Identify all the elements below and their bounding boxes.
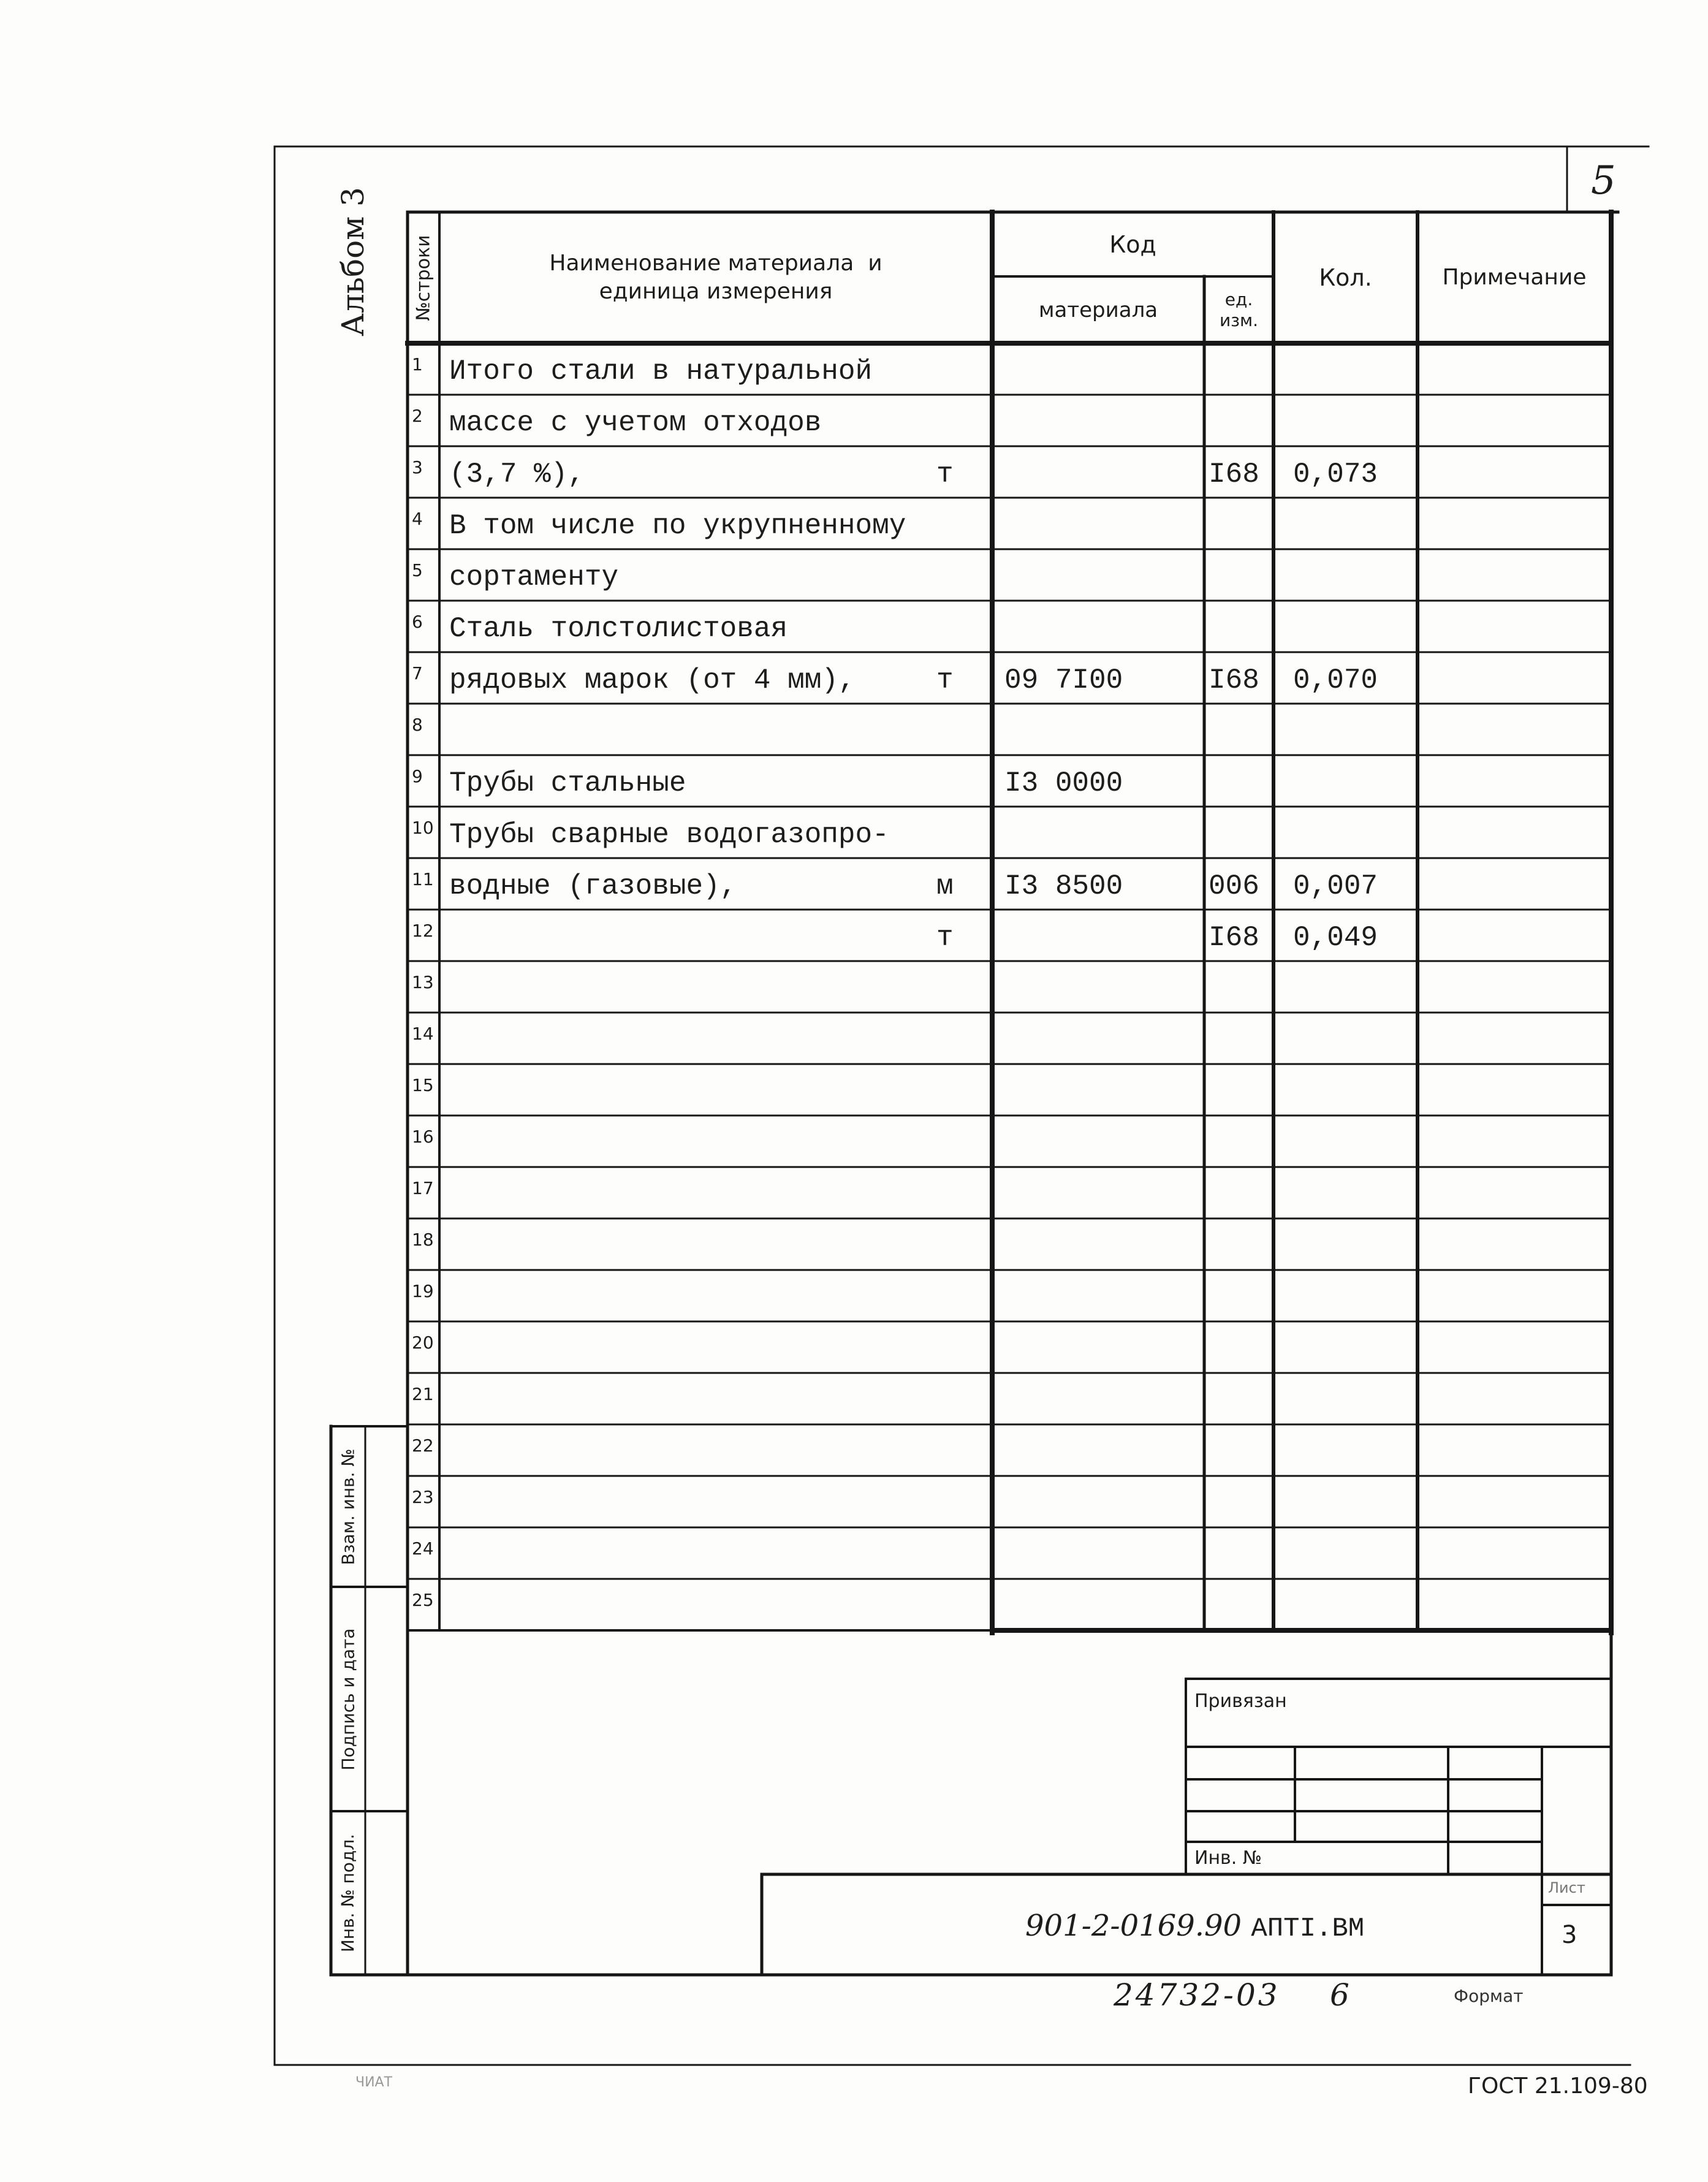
row-number: 1 <box>412 354 423 374</box>
material-name: В том числе по укрупненному <box>449 510 906 542</box>
unit-code: I68 <box>1209 922 1259 954</box>
quantity: 0,070 <box>1293 664 1378 696</box>
header-unit-code <box>1204 276 1273 343</box>
row-number: 19 <box>412 1281 434 1301</box>
material-name: сортаменту <box>449 561 619 593</box>
header-unit-line1: ед. <box>1224 289 1253 310</box>
row-number: 7 <box>412 663 423 683</box>
header-name <box>439 212 992 343</box>
table-row <box>0 1270 1708 1321</box>
table-row <box>0 1116 1708 1167</box>
side-stamp-orig-inv-label: Инв. № подл. <box>338 1833 359 1953</box>
side-stamp-replaces-inv-label: Взам. инв. № <box>338 1448 359 1565</box>
row-number: 12 <box>412 921 434 941</box>
table-row <box>0 1579 1708 1630</box>
table-row <box>0 755 1708 807</box>
row-number: 24 <box>412 1538 434 1559</box>
quantity: 0,073 <box>1293 458 1378 490</box>
designation-suffix: АПТI.ВМ <box>1251 1914 1365 1944</box>
format-label: Формат <box>1454 1986 1524 2006</box>
material-name: рядовых марок (от 4 мм), <box>449 664 856 696</box>
row-number: 23 <box>412 1487 434 1507</box>
row-number: 10 <box>412 818 434 838</box>
album-label: Альбом 3 <box>335 187 371 336</box>
row-number: 6 <box>412 612 423 632</box>
table-row <box>0 704 1708 755</box>
material-name: Трубы сварные водогазопро- <box>449 819 889 851</box>
table-row <box>0 910 1708 961</box>
unit-code: I68 <box>1209 664 1259 696</box>
table-row <box>0 1013 1708 1064</box>
row-number: 17 <box>412 1178 434 1198</box>
unit-of-measure: м <box>936 870 954 902</box>
material-name: (3,7 %), <box>449 458 585 490</box>
table-row <box>0 498 1708 549</box>
header-name-line1: Наименование материала и <box>549 251 882 276</box>
table-row <box>0 1424 1708 1476</box>
header-row-number-label: №строки <box>412 234 435 321</box>
order-number: 24732-03 <box>1114 1977 1280 2013</box>
row-number: 20 <box>412 1332 434 1353</box>
table-row <box>0 1373 1708 1424</box>
row-number: 9 <box>412 766 423 786</box>
table-row <box>0 1167 1708 1218</box>
header-unit-line2: изм. <box>1219 310 1259 330</box>
quantity: 0,049 <box>1293 922 1378 954</box>
table-row <box>0 601 1708 652</box>
material-name: массе с учетом отходов <box>449 407 822 439</box>
row-number: 14 <box>412 1024 434 1044</box>
header-note-label: Примечание <box>1442 265 1587 290</box>
table-row <box>0 1527 1708 1579</box>
row-number: 8 <box>412 715 423 735</box>
row-number: 2 <box>412 406 423 426</box>
row-number: 13 <box>412 972 434 992</box>
sheet-number: 3 <box>1562 1921 1577 1949</box>
row-number: 5 <box>412 560 423 580</box>
row-number: 3 <box>412 457 423 477</box>
designation-code: 901-2-0169.90 <box>1025 1909 1242 1943</box>
header-row-number <box>408 212 439 343</box>
table-row <box>0 1218 1708 1270</box>
material-code: 09 7I00 <box>1004 664 1123 696</box>
header-material-code <box>992 276 1204 343</box>
row-number: 18 <box>412 1230 434 1250</box>
table-row <box>0 652 1708 704</box>
row-number: 16 <box>412 1127 434 1147</box>
sheet-corner-number: 5 <box>1591 158 1616 203</box>
row-number: 15 <box>412 1075 434 1095</box>
title-block-inv-label: Инв. № <box>1194 1847 1262 1869</box>
row-number: 25 <box>412 1590 434 1610</box>
header-material-label: материала <box>1038 297 1158 322</box>
header-note <box>1418 212 1611 343</box>
copy-number: 6 <box>1330 1977 1349 2013</box>
header-code-label: Код <box>1109 230 1156 258</box>
side-stamp-signature-date <box>331 1587 365 1811</box>
table-row <box>0 961 1708 1013</box>
table-row <box>0 446 1708 498</box>
header-code <box>992 212 1273 276</box>
row-number: 22 <box>412 1435 434 1456</box>
material-name: Сталь толстолистовая <box>449 613 788 645</box>
header-name-line2: единица измерения <box>599 279 833 304</box>
table-row <box>0 1476 1708 1527</box>
unit-code: I68 <box>1209 458 1259 490</box>
table-row <box>0 858 1708 910</box>
material-name: Трубы стальные <box>449 767 686 799</box>
table-row <box>0 1064 1708 1116</box>
table-row <box>0 395 1708 446</box>
side-stamp-signature-date-label: Подпись и дата <box>338 1628 359 1770</box>
header-quantity-label: Кол. <box>1319 264 1372 291</box>
table-row <box>0 807 1708 858</box>
unit-of-measure: т <box>936 664 954 696</box>
unit-of-measure: т <box>936 458 954 490</box>
side-stamp-orig-inv <box>331 1811 365 1975</box>
row-number: 4 <box>412 509 423 529</box>
table-row <box>0 343 1708 395</box>
material-code: I3 0000 <box>1004 767 1123 799</box>
document-designation <box>1025 1907 1364 1947</box>
title-block-bound-label: Привязан <box>1194 1690 1287 1712</box>
unit-code: 006 <box>1209 870 1259 902</box>
material-code: I3 8500 <box>1004 870 1123 902</box>
row-number: 11 <box>412 869 434 889</box>
header-quantity <box>1273 212 1418 343</box>
archive-stamp: ЧИАТ <box>355 2075 393 2090</box>
material-name: водные (газовые), <box>449 870 737 902</box>
standard-reference: ГОСТ 21.109-80 <box>1468 2074 1648 2099</box>
table-row <box>0 1321 1708 1373</box>
side-stamp-replaces-inv <box>331 1426 365 1587</box>
row-number: 21 <box>412 1384 434 1404</box>
table-row <box>0 549 1708 601</box>
material-name: Итого стали в натуральной <box>449 355 873 387</box>
sheet-label: Лист <box>1548 1879 1585 1896</box>
quantity: 0,007 <box>1293 870 1378 902</box>
unit-of-measure: т <box>936 922 954 954</box>
